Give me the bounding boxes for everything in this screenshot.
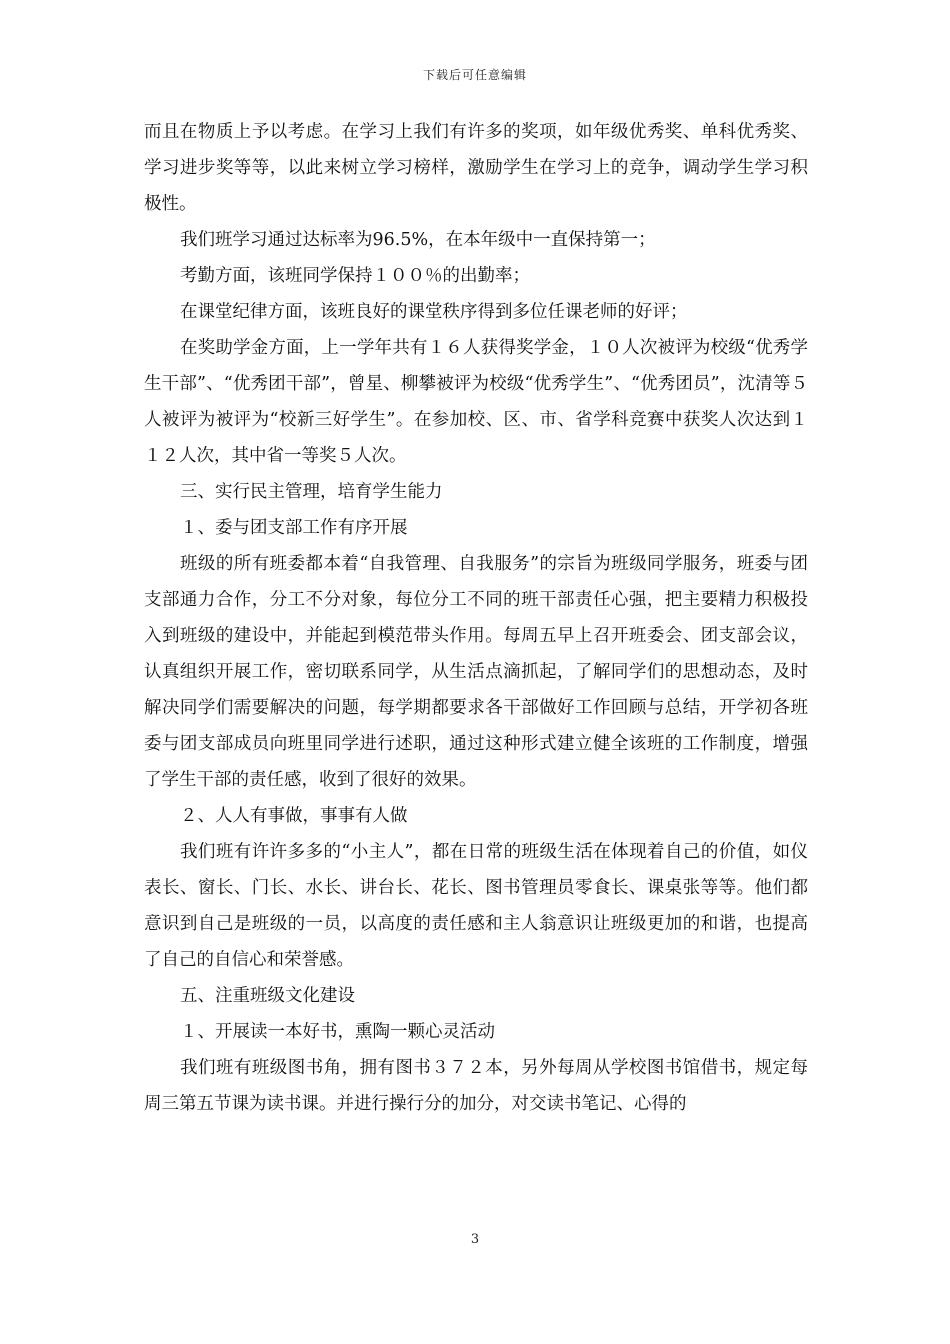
paragraph: 在奖助学金方面，上一学年共有１６人获得奖学金，１０人次被评为校级“优秀学生干部”、“优秀团干部”，曾星、柳攀被评为校级“优秀学生”、“优秀团员”，沈清等５人被评为被评为“校新三好学生”。在参加校、区、市、省学科竞赛中获奖人次达到１１２人次，其中省一等奖５人次。 [144,338,808,466]
paragraph: 我们班学习通过达标率为96.5%，在本年级中一直保持第一； [180,230,656,250]
subsection-heading: １、开展读一本好书，熏陶一颗心灵活动 [180,1022,495,1042]
section-heading: 五、注重班级文化建设 [180,986,355,1006]
document-body [144,114,808,1122]
subsection-heading: １、委与团支部工作有序开展 [180,518,408,538]
paragraph: 在课堂纪律方面，该班良好的课堂秩序得到多位任课老师的好评； [180,302,688,322]
page-header: 下载后可任意编辑 [422,68,527,82]
paragraph: 班级的所有班委都本着“自我管理、自我服务”的宗旨为班级同学服务，班委与团支部通力合作，分工不分对象，每位分工不同的班干部责任心强，把主要精力积极投入到班级的建设中，并能起到模范带头作用。每周五早上召开班委会、团支部会议，认真组织开展工作，密切联系同学，从生活点滴抓起，了解同学们的思想动态，及时解决同学们需要解决的问题，每学期都要求各干部做好工作回顾与总结，开学初各班委与团支部成员向班里同学进行述职，通过这种形式建立健全该班的工作制度，增强了学生干部的责任感，收到了很好的效果。 [144,554,808,790]
paragraph: 我们班有班级图书角，拥有图书３７２本，另外每周从学校图书馆借书，规定每周三第五节课为读书课。并进行操行分的加分，对交读书笔记、心得的 [144,1058,808,1114]
page-number: 3 [470,1232,480,1247]
paragraph: 考勤方面，该班同学保持１００％的出勤率； [180,266,530,286]
subsection-heading: ２、人人有事做，事事有人做 [180,806,408,826]
paragraph: 我们班有许许多多的“小主人”，都在日常的班级生活在体现着自己的价值，如仪表长、窗长、门长、水长、讲台长、花长、图书管理员零食长、课桌张等等。他们都意识到自己是班级的一员，以高度的责任感和主人翁意识让班级更加的和谐，也提高了自己的自信心和荣誉感。 [144,842,808,970]
section-heading: 三、实行民主管理，培育学生能力 [180,482,443,502]
paragraph: 而且在物质上予以考虑。在学习上我们有许多的奖项，如年级优秀奖、单科优秀奖、学习进步奖等等，以此来树立学习榜样，激励学生在学习上的竞争，调动学生学习积极性。 [144,122,808,214]
